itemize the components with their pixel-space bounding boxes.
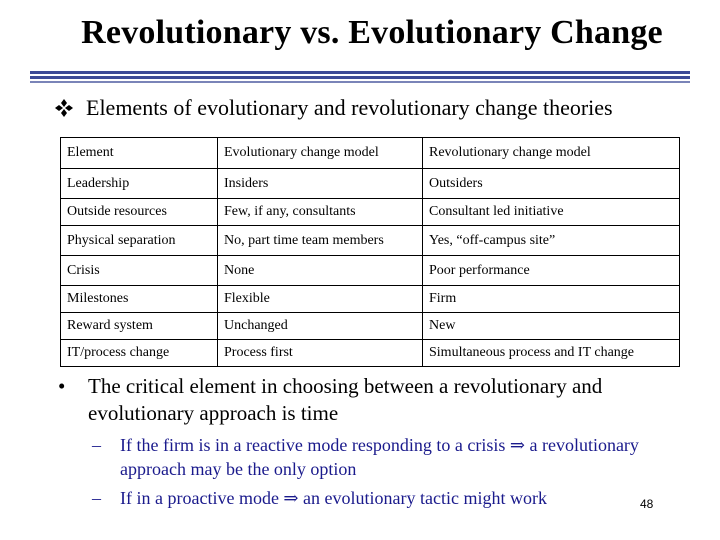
- table-cell: None: [218, 256, 423, 286]
- table-cell: Consultant led initiative: [423, 199, 680, 226]
- table-cell: Physical separation: [61, 226, 218, 256]
- table-cell: IT/process change: [61, 340, 218, 367]
- sub-bullet-reactive: [92, 433, 652, 481]
- table-cell: Crisis: [61, 256, 218, 286]
- table-cell: Yes, “off-campus site”: [423, 226, 680, 256]
- table-row: [61, 169, 680, 199]
- title-rule-middle: [30, 76, 690, 79]
- table-cell: Flexible: [218, 286, 423, 313]
- table-cell: Outside resources: [61, 199, 218, 226]
- section-heading: [54, 95, 613, 121]
- table-cell: Firm: [423, 286, 680, 313]
- bullet-marker: •: [58, 374, 66, 398]
- main-bullet-text: The critical element in choosing between a revolutionary and evolutionary approach is time: [88, 374, 603, 425]
- table-cell: Insiders: [218, 169, 423, 199]
- table-row: [61, 256, 680, 286]
- sub-bullet-text: If the firm is in a reactive mode responding to a crisis ⇒ a revolutionary approach may be the only option: [120, 435, 639, 479]
- header-revolutionary: Revolutionary change model: [423, 138, 680, 169]
- table-cell: Process first: [218, 340, 423, 367]
- table-cell: Leadership: [61, 169, 218, 199]
- table-cell: Unchanged: [218, 313, 423, 340]
- table-row: [61, 340, 680, 367]
- sub-bullet-text: If in a proactive mode ⇒ an evolutionary tactic might work: [120, 488, 547, 508]
- table-cell: Milestones: [61, 286, 218, 313]
- table-cell: Simultaneous process and IT change: [423, 340, 680, 367]
- table-cell: Poor performance: [423, 256, 680, 286]
- table-header-row: [61, 138, 680, 169]
- table-row: [61, 199, 680, 226]
- sub-bullet-marker: –: [92, 435, 101, 455]
- diamond-cluster-icon: [54, 98, 74, 118]
- table-cell: New: [423, 313, 680, 340]
- sub-bullet-proactive: [92, 486, 652, 510]
- header-evolutionary: Evolutionary change model: [218, 138, 423, 169]
- table-cell: Outsiders: [423, 169, 680, 199]
- table-cell: No, part time team members: [218, 226, 423, 256]
- main-bullet: [58, 373, 698, 427]
- sub-bullet-marker: –: [92, 488, 101, 508]
- comparison-table: [60, 137, 680, 367]
- title-rule-top: [30, 71, 690, 74]
- table-cell: Few, if any, consultants: [218, 199, 423, 226]
- table-row: [61, 226, 680, 256]
- slide-title: Revolutionary vs. Evolutionary Change: [81, 14, 663, 51]
- header-element: Element: [61, 138, 218, 169]
- table-cell: Reward system: [61, 313, 218, 340]
- section-heading-text: Elements of evolutionary and revolutionary change theories: [86, 95, 613, 120]
- table-row: [61, 313, 680, 340]
- table-row: [61, 286, 680, 313]
- title-rule-bottom: [30, 81, 690, 83]
- page-number: 48: [640, 497, 654, 511]
